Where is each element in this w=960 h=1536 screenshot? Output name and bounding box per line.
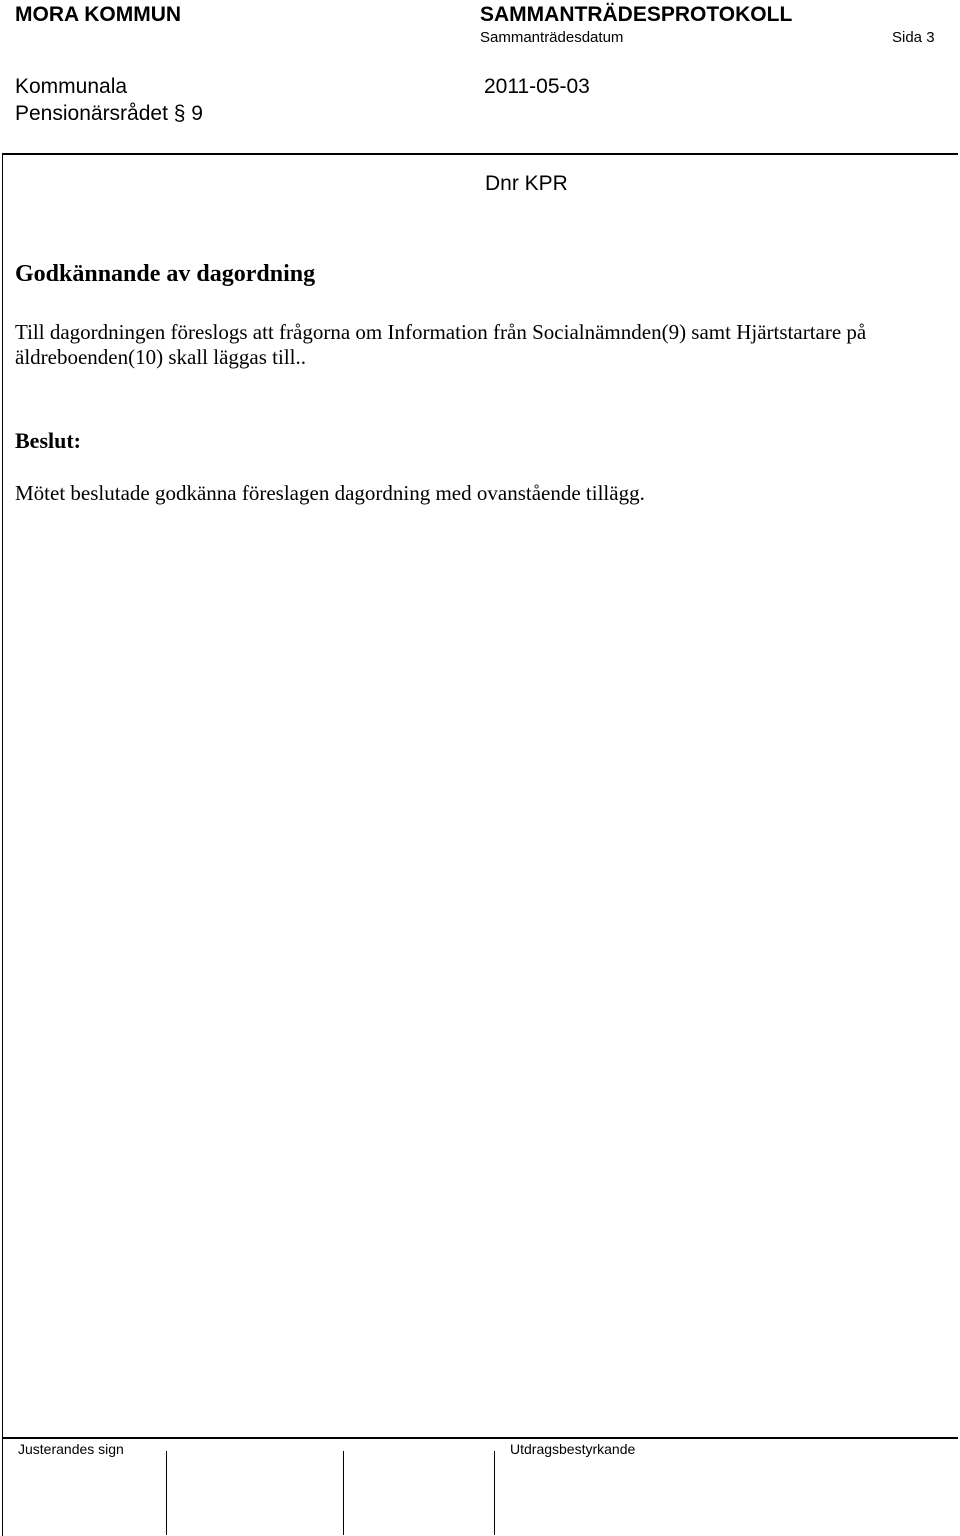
footer-signature-label: Justerandes sign: [18, 1441, 124, 1457]
page-number: Sida 3: [892, 29, 935, 46]
org-name: MORA KOMMUN: [15, 3, 182, 26]
decision-heading: Beslut:: [15, 428, 81, 453]
footer-certification-box-divider: [494, 1451, 495, 1535]
body-name-line1: Kommunala: [15, 75, 128, 98]
section-title: Godkännande av dagordning: [15, 261, 316, 287]
footer-signature-box-divider: [343, 1451, 344, 1535]
document-type: SAMMANTRÄDESPROTOKOLL: [480, 3, 793, 26]
agenda-paragraph: Till dagordningen föreslogs att frågorna om Information från Socialnämnden(9) samt Hjärtstartare på äldreboenden(10) skall läggas till..: [15, 320, 867, 369]
left-margin-rule: [2, 154, 3, 1536]
meeting-date-label: Sammanträdesdatum: [480, 29, 624, 46]
header-divider: [2, 153, 958, 155]
footer-signature-box-divider: [166, 1451, 167, 1535]
footer-certification-label: Utdragsbestyrkande: [510, 1441, 636, 1457]
footer-divider: [2, 1437, 958, 1439]
body-name-line2: Pensionärsrådet § 9: [15, 102, 203, 125]
dnr-reference: Dnr KPR: [485, 172, 568, 195]
meeting-date: 2011-05-03: [484, 75, 590, 98]
decision-text: Mötet beslutade godkänna föreslagen dagordning med ovanstående tillägg.: [15, 481, 645, 505]
